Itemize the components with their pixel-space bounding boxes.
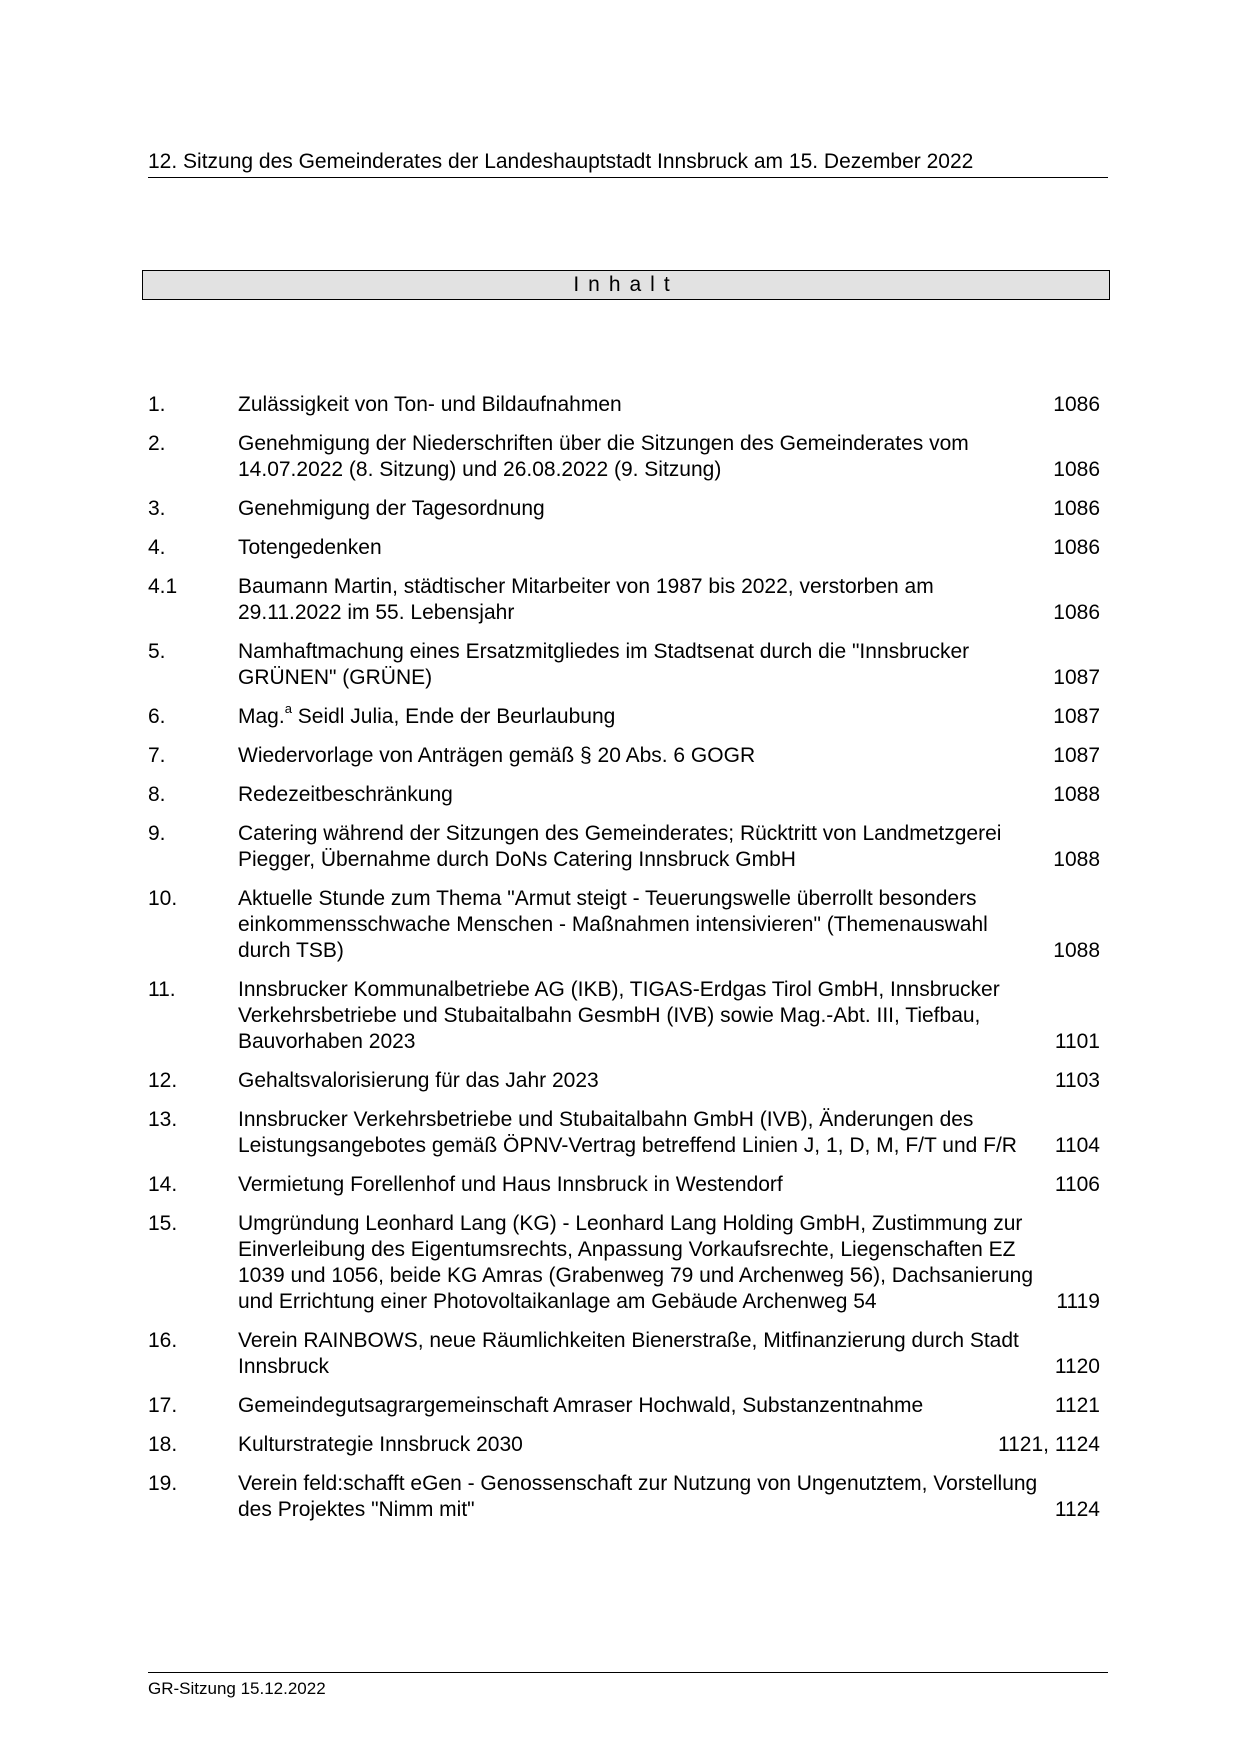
toc-number: 5.: [148, 640, 166, 663]
toc-title: Totengedenken: [238, 536, 382, 559]
toc-page: 1087: [1053, 705, 1100, 728]
toc-heading-text: Inhalt: [573, 273, 679, 296]
toc-page: 1088: [1053, 783, 1100, 806]
toc-row: [148, 431, 1100, 483]
toc-row: [148, 886, 1100, 964]
footer-text: GR-Sitzung 15.12.2022: [148, 1679, 326, 1698]
toc-row: [148, 574, 1100, 626]
toc-page: 1124: [1054, 1498, 1100, 1521]
toc-row: [148, 1068, 1100, 1094]
toc-number: 17.: [148, 1394, 178, 1417]
toc-page: 1086: [1053, 393, 1100, 416]
toc-row: [148, 639, 1100, 691]
toc-title-rest: Seidl Julia, Ende der Beurlaubung: [291, 705, 616, 728]
toc-title: Redezeitbeschränkung: [238, 783, 453, 806]
toc-number: 2.: [148, 432, 166, 455]
toc-heading: [142, 270, 1110, 300]
toc-number: 19.: [148, 1472, 178, 1495]
toc-title: Kulturstrategie Innsbruck 2030: [238, 1433, 523, 1456]
toc-page: 1101: [1054, 1030, 1100, 1053]
toc-page: 1119: [1056, 1290, 1100, 1313]
toc-number: 1.: [148, 393, 166, 416]
toc-row: [148, 535, 1100, 561]
toc-number: 14.: [148, 1173, 178, 1196]
toc-row: [148, 496, 1100, 522]
toc-page: 1121: [1054, 1394, 1100, 1417]
toc-row: [148, 701, 1100, 730]
page-footer: [148, 1672, 1108, 1700]
toc-number: 7.: [148, 744, 166, 767]
toc-number: 13.: [148, 1108, 178, 1131]
toc-title: Vermietung Forellenhof und Haus Innsbruck in Westendorf: [238, 1173, 783, 1196]
toc-number: 18.: [148, 1433, 178, 1456]
toc-row: [148, 392, 1100, 418]
toc-number: 8.: [148, 783, 166, 806]
toc-row: [148, 782, 1100, 808]
toc-page: 1104: [1054, 1134, 1100, 1157]
toc-page: 1088: [1053, 848, 1100, 871]
toc-title: Innsbrucker Verkehrsbetriebe und Stubaitalbahn GmbH (IVB), Änderungen des Leistungsangebotes gemäß ÖPNV-Vertrag betreffend Linien J, 1, D, M, F/T und F/R: [238, 1108, 1017, 1157]
toc-row: [148, 1393, 1100, 1419]
toc-title: [238, 701, 1041, 730]
toc-page: 1121, 1124: [998, 1433, 1100, 1456]
toc-row: [148, 1471, 1100, 1523]
toc-number: 15.: [148, 1212, 178, 1235]
toc-title: Wiedervorlage von Anträgen gemäß § 20 Abs. 6 GOGR: [238, 744, 756, 767]
toc-title: Genehmigung der Niederschriften über die Sitzungen des Gemeinderates vom 14.07.2022 (8. Sitzung) und 26.08.2022 (9. Sitzung): [238, 432, 969, 481]
toc-title: Gehaltsvalorisierung für das Jahr 2023: [238, 1069, 599, 1092]
toc-title: Catering während der Sitzungen des Gemeinderates; Rücktritt von Landmetzgerei Piegger, Übernahme durch DoNs Catering Innsbruck GmbH: [238, 822, 1002, 871]
toc-title: Gemeindegutsagrargemeinschaft Amraser Hochwald, Substanzentnahme: [238, 1394, 924, 1417]
toc-number: 10.: [148, 887, 178, 910]
toc-title: Verein feld:schafft eGen - Genossenschaft zur Nutzung von Ungenutztem, Vorstellung des Projektes "Nimm mit": [238, 1472, 1038, 1521]
toc-title: Baumann Martin, städtischer Mitarbeiter von 1987 bis 2022, verstorben am 29.11.2022 im 55. Lebensjahr: [238, 575, 934, 624]
toc-page: 1087: [1053, 744, 1100, 767]
toc-title-prefix: Mag.: [238, 705, 285, 728]
toc-page: 1086: [1053, 497, 1100, 520]
toc-number: 12.: [148, 1069, 178, 1092]
toc-title: Innsbrucker Kommunalbetriebe AG (IKB), TIGAS-Erdgas Tirol GmbH, Innsbrucker Verkehrsbetriebe und Stubaitalbahn GesmbH (IVB) sowie Mag.-Abt. III, Tiefbau, Bauvorhaben 2023: [238, 978, 1000, 1053]
toc-title: Umgründung Leonhard Lang (KG) - Leonhard Lang Holding GmbH, Zustimmung zur Einverleibung des Eigentumsrechts, Anpassung Vorkaufsrechte, Liegenschaften EZ 1039 und 1056, beide KG Amras (Grabenweg 79 und Archenweg 56), Dachsanierung und Errichtung einer Photovoltaikanlage am Gebäude Archenweg 54: [238, 1212, 1034, 1313]
toc-page: 1086: [1053, 536, 1100, 559]
toc-row: [148, 977, 1100, 1055]
toc-row: [148, 1432, 1100, 1458]
toc-number: 9.: [148, 822, 166, 845]
toc-title: Aktuelle Stunde zum Thema "Armut steigt - Teuerungswelle überrollt besonders einkommensschwache Menschen - Maßnahmen intensivieren" (Themenauswahl durch TSB): [238, 887, 988, 962]
toc-title: Verein RAINBOWS, neue Räumlichkeiten Bienerstraße, Mitfinanzierung durch Stadt Innsbruck: [238, 1329, 1019, 1378]
toc-number: 4.: [148, 536, 166, 559]
toc-page: 1086: [1053, 458, 1100, 481]
toc-number: 16.: [148, 1329, 178, 1352]
toc-page: 1103: [1054, 1069, 1100, 1092]
toc-page: 1106: [1054, 1173, 1100, 1196]
toc-title: Genehmigung der Tagesordnung: [238, 497, 545, 520]
toc-title-superscript: a: [284, 701, 292, 716]
toc-page: 1086: [1053, 601, 1100, 624]
table-of-contents: [148, 392, 1100, 1536]
toc-number: 3.: [148, 497, 166, 520]
toc-row: [148, 1328, 1100, 1380]
toc-title: Zulässigkeit von Ton- und Bildaufnahmen: [238, 393, 622, 416]
header-text: 12. Sitzung des Gemeinderates der Landeshauptstadt Innsbruck am 15. Dezember 2022: [148, 150, 974, 173]
toc-number: 4.1: [148, 575, 178, 598]
page-header: [148, 148, 1108, 178]
toc-number: 6.: [148, 705, 166, 728]
toc-page: 1088: [1053, 939, 1100, 962]
toc-row: [148, 821, 1100, 873]
toc-row: [148, 1211, 1100, 1315]
toc-page: 1087: [1053, 666, 1100, 689]
toc-title: Namhaftmachung eines Ersatzmitgliedes im Stadtsenat durch die "Innsbrucker GRÜNEN" (GRÜNE): [238, 640, 970, 689]
toc-row: [148, 1172, 1100, 1198]
toc-row: [148, 1107, 1100, 1159]
toc-row: [148, 743, 1100, 769]
toc-page: 1120: [1054, 1355, 1100, 1378]
toc-number: 11.: [148, 978, 176, 1001]
